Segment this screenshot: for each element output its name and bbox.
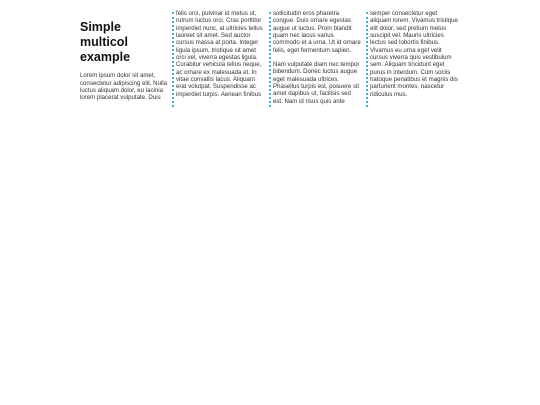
column-rule (172, 12, 174, 107)
column-rule (269, 12, 271, 107)
column-3 (273, 10, 361, 105)
column-rule (366, 12, 368, 107)
paragraph: Nam vulputate diam nec tempor bibendum. Donec luctus augue eget malesuada ultrices. Phasellus turpis est, posuere sit amet dapibus ut, facilisis sed est. Nam id risus quis ante (273, 61, 360, 105)
column-4 (370, 10, 458, 98)
column-2 (176, 10, 264, 98)
column-1 (80, 10, 170, 102)
article-title: Simple multicol example (80, 20, 131, 64)
paragraph: sollicitudin eros pharetra congue. Duis ornare egestas augue ut luctus. Proin blandit quam nec lacus varius commodo et a urna. Ut id ornare felis, eget fermentum sapien. (273, 10, 361, 54)
paragraph: semper consectetur eget aliquam lorem. Vivamus tristique elit dolor, sed pretium metus suscipit vel. Mauris ultricies lectus sed lobortis finibus. Vivamus eu urna eget velit cursus viverra quis vestibulum sem. Aliquam tincidunt eget purus in interdum. Cum sociis natoque penatibus et magnis dis parturient montes, nascetur ridiculus mus. (370, 10, 458, 98)
paragraph: felis orci, pulvinar id metus ut, rutrum luctus orci. Cras porttitor imperdiet nunc, at ultricies tellus laoreet sit amet. Sed auctor cursus massa at porta. Integer ligula ipsum, tristique sit amet orci vel, viverra egestas ligula. Curabitur vehicula tellus neque, ac ornare ex malesuada et. In vitae convallis lacus. Aliquam erat volutpat. Suspendisse ac imperdiet turpis. Aenean finibus (176, 10, 263, 98)
paragraph: Lorem ipsum dolor sit amet, consectetur adipiscing elit. Nulla luctus aliquam dolor, eu lacinia lorem placerat vulputate. Duis (80, 72, 168, 102)
